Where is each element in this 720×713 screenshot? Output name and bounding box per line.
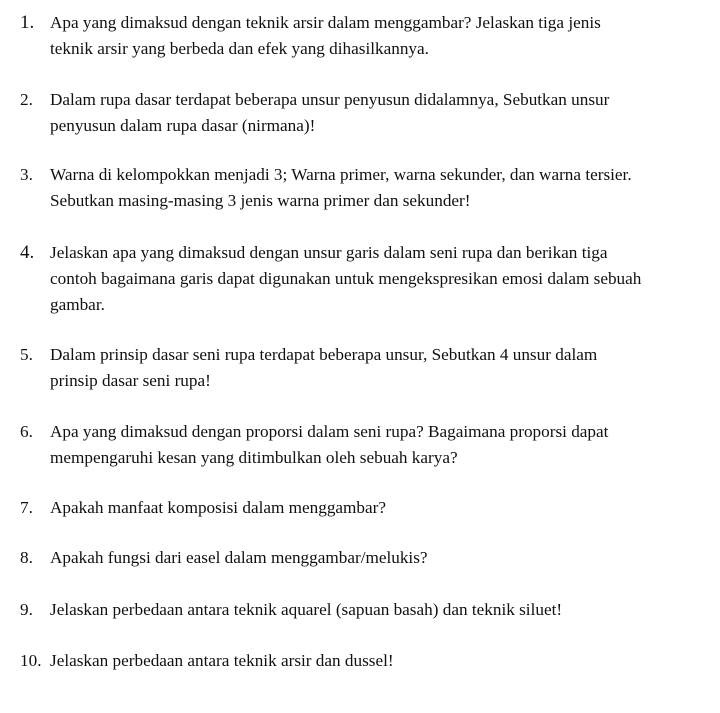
question-text bbox=[50, 495, 720, 521]
question-number: 5. bbox=[20, 345, 33, 364]
question-line: Apakah fungsi dari easel dalam menggambar/melukis? bbox=[50, 548, 428, 567]
question-text bbox=[50, 545, 720, 571]
question-7 bbox=[20, 495, 720, 521]
question-8 bbox=[20, 545, 720, 571]
question-text bbox=[50, 87, 720, 139]
question-number: 1. bbox=[20, 12, 35, 33]
question-number: 4. bbox=[20, 242, 35, 263]
question-number: 10. bbox=[20, 651, 42, 670]
question-text bbox=[50, 648, 720, 674]
question-line: Jelaskan perbedaan antara teknik aquarel (sapuan basah) dan teknik siluet! bbox=[50, 600, 563, 619]
question-line: Sebutkan masing-masing 3 jenis warna primer dan sekunder! bbox=[50, 191, 471, 210]
question-line: Jelaskan perbedaan antara teknik arsir dan dussel! bbox=[50, 651, 394, 670]
question-number: 7. bbox=[20, 498, 33, 517]
question-10 bbox=[20, 648, 720, 674]
question-line: Dalam rupa dasar terdapat beberapa unsur penyusun didalamnya, Sebutkan unsur bbox=[50, 90, 610, 109]
question-line: teknik arsir yang berbeda dan efek yang dihasilkannya. bbox=[50, 39, 429, 58]
question-number: 3. bbox=[20, 165, 33, 184]
question-line: mempengaruhi kesan yang ditimbulkan oleh sebuah karya? bbox=[50, 448, 458, 467]
question-1 bbox=[20, 10, 720, 62]
question-number: 8. bbox=[20, 548, 33, 567]
question-9 bbox=[20, 597, 720, 623]
question-text bbox=[50, 342, 720, 394]
question-number: 2. bbox=[20, 90, 33, 109]
question-2 bbox=[20, 87, 720, 139]
question-4 bbox=[20, 240, 720, 318]
question-line: penyusun dalam rupa dasar (nirmana)! bbox=[50, 116, 316, 135]
question-text bbox=[50, 419, 720, 471]
question-6 bbox=[20, 419, 720, 471]
question-line: Warna di kelompokkan menjadi 3; Warna primer, warna sekunder, dan warna tersier. bbox=[50, 165, 632, 184]
question-line: Jelaskan apa yang dimaksud dengan unsur garis dalam seni rupa dan berikan tiga bbox=[50, 243, 608, 262]
question-text bbox=[50, 597, 720, 623]
question-line: gambar. bbox=[50, 295, 105, 314]
question-text bbox=[50, 162, 720, 214]
question-5 bbox=[20, 342, 720, 394]
question-number: 9. bbox=[20, 600, 33, 619]
question-text bbox=[50, 10, 720, 62]
question-line: Apa yang dimaksud dengan teknik arsir dalam menggambar? Jelaskan tiga jenis bbox=[50, 13, 601, 32]
question-line: Apakah manfaat komposisi dalam menggambar? bbox=[50, 498, 387, 517]
question-text bbox=[50, 240, 720, 318]
question-3 bbox=[20, 162, 720, 214]
question-number: 6. bbox=[20, 422, 33, 441]
question-line: Apa yang dimaksud dengan proporsi dalam seni rupa? Bagaimana proporsi dapat bbox=[50, 422, 609, 441]
question-line: contoh bagaimana garis dapat digunakan untuk mengekspresikan emosi dalam sebuah bbox=[50, 269, 642, 288]
question-line: Dalam prinsip dasar seni rupa terdapat beberapa unsur, Sebutkan 4 unsur dalam bbox=[50, 345, 598, 364]
question-line: prinsip dasar seni rupa! bbox=[50, 371, 211, 390]
